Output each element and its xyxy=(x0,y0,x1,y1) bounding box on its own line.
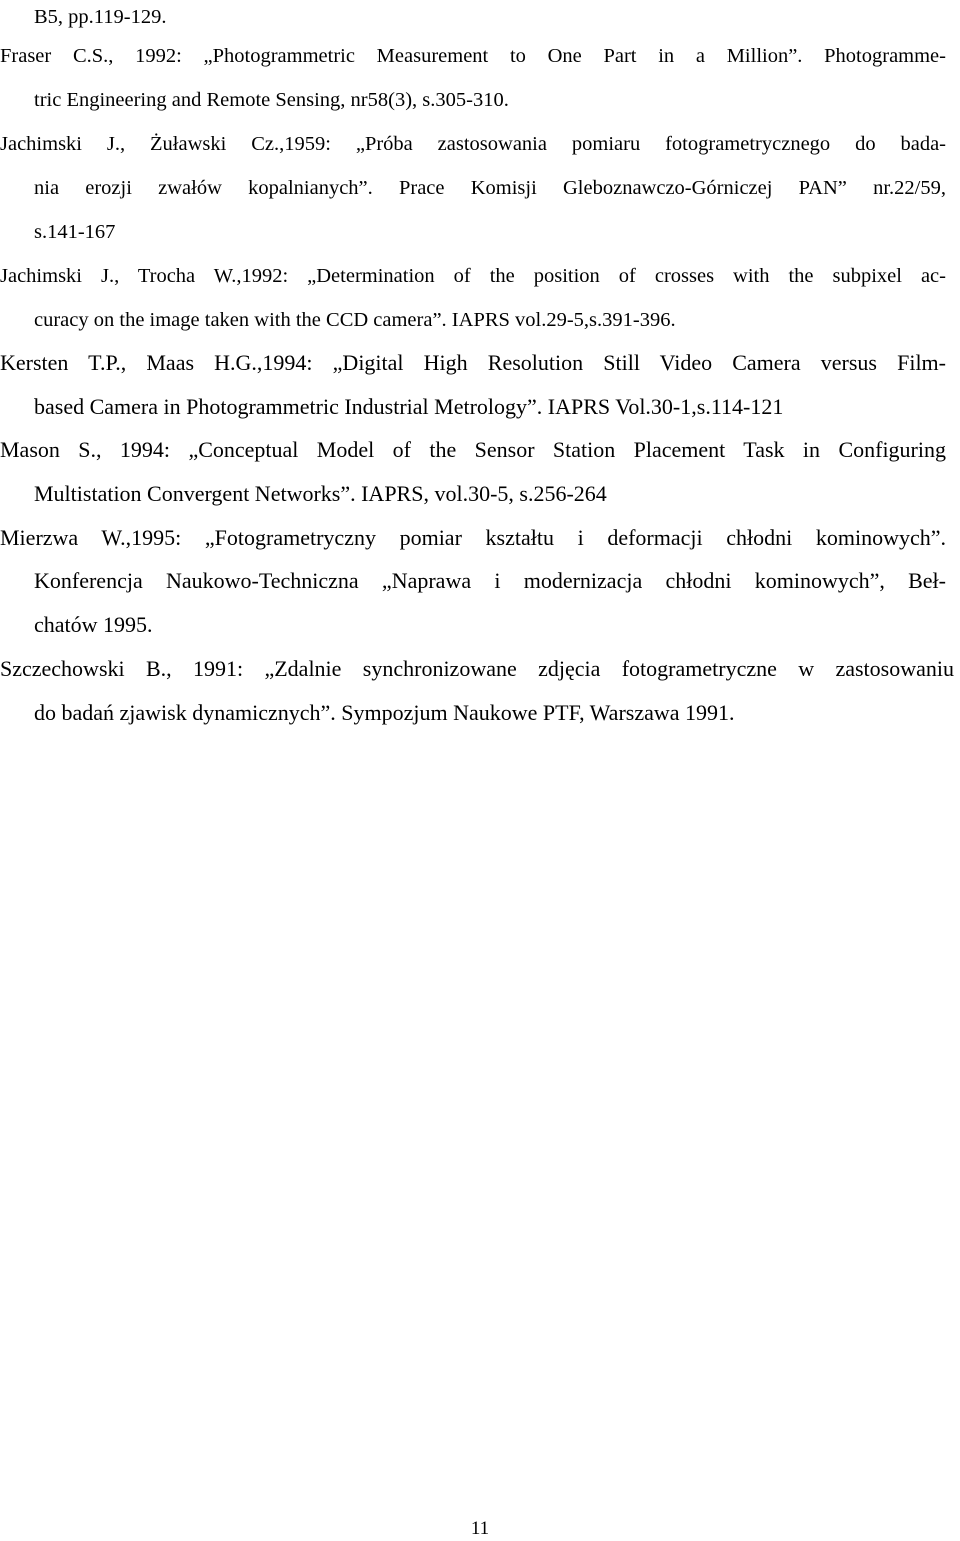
reference-line: Mason S., 1994: „Conceptual Model of the Sensor Station Placement Task in Configuring xyxy=(0,437,946,462)
reference-line: Szczechowski B., 1991: „Zdalnie synchronizowane zdjęcia fotogrametryczne w zastosowaniu xyxy=(0,656,954,681)
reference-line: curacy on the image taken with the CCD camera”. IAPRS vol.29-5,s.391-396. xyxy=(34,309,676,331)
reference-line: do badań zjawisk dynamicznych”. Sympozjum Naukowe PTF, Warszawa 1991. xyxy=(34,700,735,725)
reference-line: s.141-167 xyxy=(34,221,116,243)
reference-line: Mierzwa W.,1995: „Fotogrametryczny pomiar kształtu i deformacji chłodni kominowych”. xyxy=(0,525,946,550)
reference-line: Multistation Convergent Networks”. IAPRS, vol.30-5, s.256-264 xyxy=(34,481,607,506)
reference-line: nia erozji zwałów kopalnianych”. Prace Komisji Gleboznawczo-Górniczej PAN” nr.22/59, xyxy=(34,177,946,199)
reference-line: B5, pp.119-129. xyxy=(34,6,167,28)
reference-line: chatów 1995. xyxy=(34,612,153,637)
reference-line: Konferencja Naukowo-Techniczna „Naprawa i modernizacja chłodni kominowych”, Beł- xyxy=(34,568,946,593)
reference-line: tric Engineering and Remote Sensing, nr58(3), s.305-310. xyxy=(34,89,509,111)
reference-line: Jachimski J., Żuławski Cz.,1959: „Próba zastosowania pomiaru fotogrametrycznego do bada- xyxy=(0,133,946,155)
reference-line: based Camera in Photogrammetric Industrial Metrology”. IAPRS Vol.30-1,s.114-121 xyxy=(34,394,784,419)
reference-line: Jachimski J., Trocha W.,1992: „Determination of the position of crosses with the subpixel ac- xyxy=(0,265,946,287)
reference-line: Fraser C.S., 1992: „Photogrammetric Measurement to One Part in a Million”. Photogramme- xyxy=(0,45,946,67)
reference-line: Kersten T.P., Maas H.G.,1994: „Digital High Resolution Still Video Camera versus Film- xyxy=(0,350,946,375)
page-number: 11 xyxy=(470,1518,490,1539)
